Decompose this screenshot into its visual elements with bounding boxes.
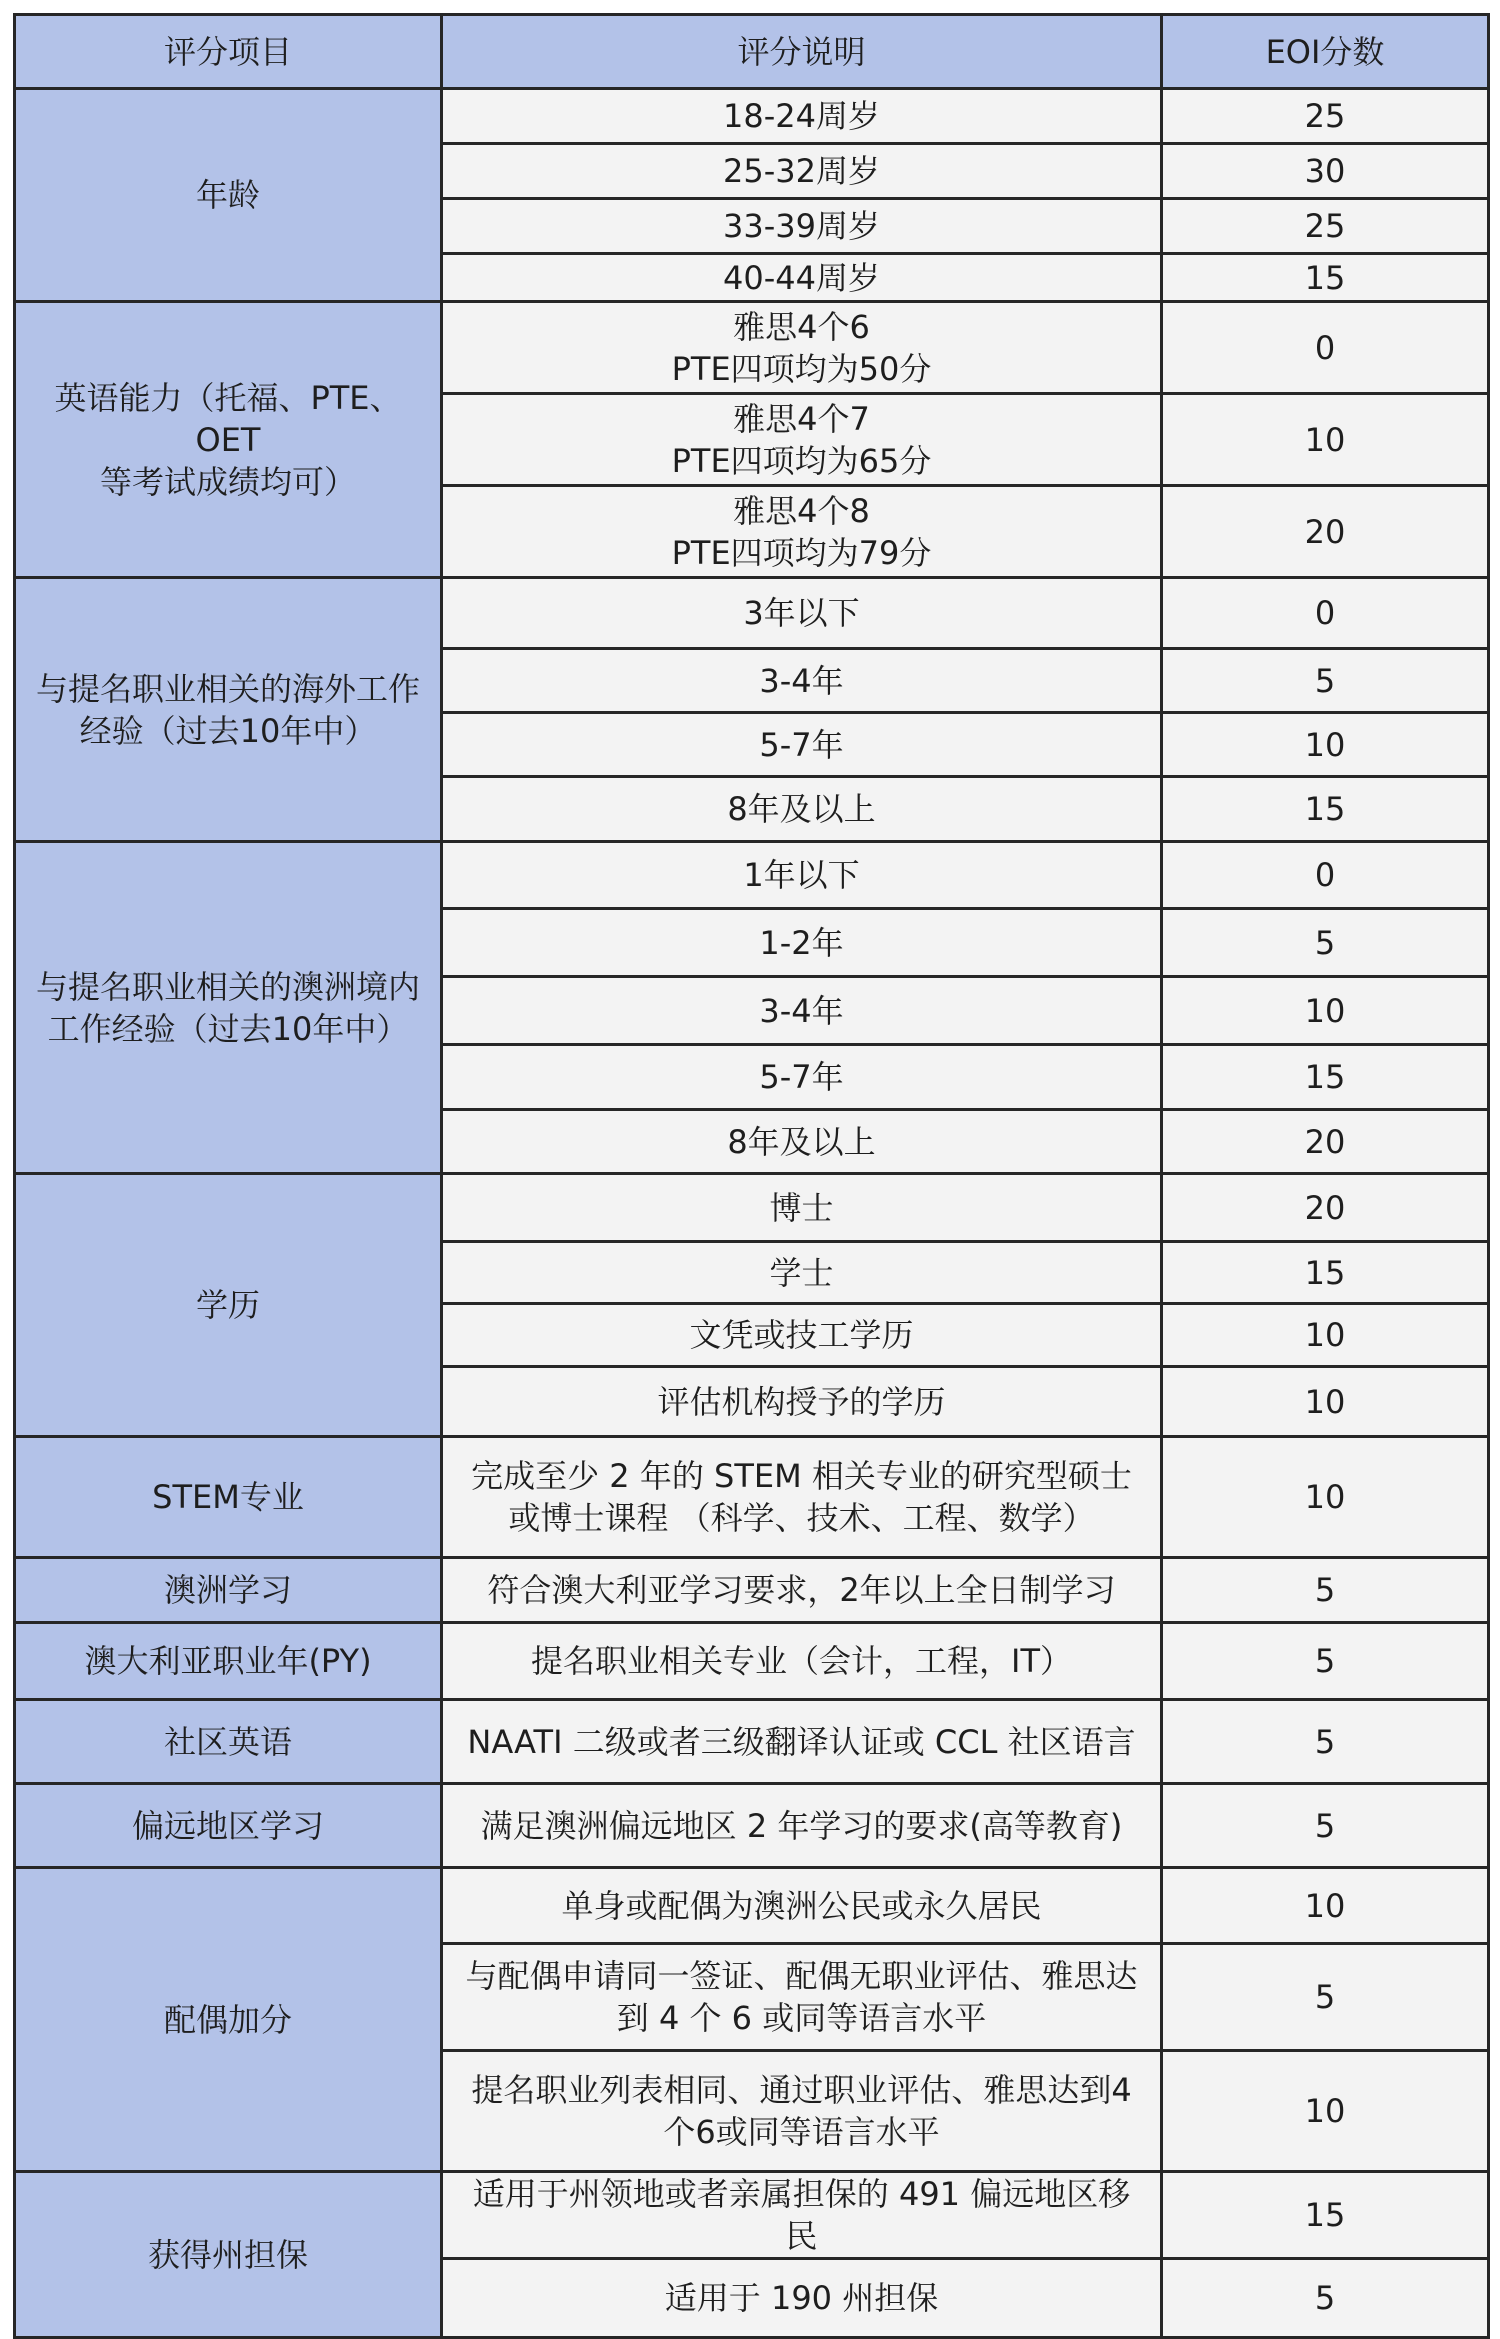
score-cell: 30 [1162,144,1489,199]
score-cell: 25 [1162,89,1489,144]
score-cell: 5 [1162,1623,1489,1700]
description-cell: 提名职业相关专业（会计，工程，IT） [442,1623,1162,1700]
description-cell: 33-39周岁 [442,199,1162,254]
score-cell: 5 [1162,909,1489,977]
description-cell: 单身或配偶为澳洲公民或永久居民 [442,1868,1162,1944]
description-cell: 3-4年 [442,649,1162,713]
table-row [15,1623,1489,1700]
description-cell: 雅思4个8 PTE四项均为79分 [442,486,1162,578]
header-item: 评分项目 [15,15,442,89]
description-cell: 评估机构授予的学历 [442,1367,1162,1437]
category-cell: 社区英语 [15,1700,442,1784]
description-cell: 8年及以上 [442,777,1162,842]
category-cell: 获得州担保 [15,2172,442,2338]
score-cell: 10 [1162,713,1489,777]
score-cell: 5 [1162,2259,1489,2338]
description-cell: 18-24周岁 [442,89,1162,144]
description-cell: 1-2年 [442,909,1162,977]
category-cell: 澳大利亚职业年(PY) [15,1623,442,1700]
description-cell: 学士 [442,1242,1162,1304]
score-cell: 10 [1162,394,1489,486]
table-row [15,842,1489,909]
description-cell: 3-4年 [442,977,1162,1045]
description-cell: 与配偶申请同一签证、配偶无职业评估、雅思达 到 4 个 6 或同等语言水平 [442,1944,1162,2051]
header-description: 评分说明 [442,15,1162,89]
score-cell: 20 [1162,486,1489,578]
description-cell: 符合澳大利亚学习要求，2年以上全日制学习 [442,1558,1162,1623]
table-row [15,1558,1489,1623]
category-cell: 学历 [15,1174,442,1437]
score-cell: 15 [1162,777,1489,842]
description-cell: 25-32周岁 [442,144,1162,199]
category-cell: 偏远地区学习 [15,1784,442,1868]
description-cell: 文凭或技工学历 [442,1304,1162,1367]
score-cell: 5 [1162,1558,1489,1623]
description-cell: 8年及以上 [442,1110,1162,1174]
description-cell: 5-7年 [442,1045,1162,1110]
table-row [15,89,1489,144]
table-row [15,2172,1489,2259]
score-cell: 15 [1162,1045,1489,1110]
score-cell: 15 [1162,2172,1489,2259]
header-eoi-score: EOI分数 [1162,15,1489,89]
table-row [15,1437,1489,1558]
category-cell: 与提名职业相关的海外工作 经验（过去10年中） [15,578,442,842]
category-cell: 与提名职业相关的澳洲境内 工作经验（过去10年中） [15,842,442,1174]
category-cell: 年龄 [15,89,442,302]
score-cell: 0 [1162,302,1489,394]
description-cell: 满足澳洲偏远地区 2 年学习的要求(高等教育) [442,1784,1162,1868]
category-cell: STEM专业 [15,1437,442,1558]
score-cell: 10 [1162,2051,1489,2172]
table-row [15,1868,1489,1944]
score-cell: 25 [1162,199,1489,254]
category-cell: 澳洲学习 [15,1558,442,1623]
score-cell: 10 [1162,1868,1489,1944]
score-cell: 20 [1162,1174,1489,1242]
score-cell: 10 [1162,1437,1489,1558]
score-cell: 5 [1162,649,1489,713]
description-cell: 博士 [442,1174,1162,1242]
table-row [15,302,1489,394]
score-cell: 10 [1162,1304,1489,1367]
score-cell: 15 [1162,254,1489,302]
description-cell: 雅思4个7 PTE四项均为65分 [442,394,1162,486]
score-cell: 0 [1162,578,1489,649]
category-cell: 配偶加分 [15,1868,442,2172]
header-row [15,15,1489,89]
description-cell: 1年以下 [442,842,1162,909]
score-cell: 15 [1162,1242,1489,1304]
description-cell: 雅思4个6 PTE四项均为50分 [442,302,1162,394]
category-cell: 英语能力（托福、PTE、OET 等考试成绩均可） [15,302,442,578]
description-cell: 提名职业列表相同、通过职业评估、雅思达到4 个6或同等语言水平 [442,2051,1162,2172]
description-cell: 完成至少 2 年的 STEM 相关专业的研究型硕士 或博士课程 （科学、技术、工程、数学） [442,1437,1162,1558]
score-cell: 10 [1162,977,1489,1045]
description-cell: 3年以下 [442,578,1162,649]
score-cell: 0 [1162,842,1489,909]
score-cell: 5 [1162,1944,1489,2051]
description-cell: 适用于 190 州担保 [442,2259,1162,2338]
table-row [15,1784,1489,1868]
description-cell: 适用于州领地或者亲属担保的 491 偏远地区移民 [442,2172,1162,2259]
score-cell: 5 [1162,1700,1489,1784]
eoi-points-table [13,13,1490,2339]
table-row [15,1174,1489,1242]
table-row [15,1700,1489,1784]
score-cell: 10 [1162,1367,1489,1437]
description-cell: 40-44周岁 [442,254,1162,302]
score-cell: 20 [1162,1110,1489,1174]
table-row [15,578,1489,649]
description-cell: 5-7年 [442,713,1162,777]
score-cell: 5 [1162,1784,1489,1868]
description-cell: NAATI 二级或者三级翻译认证或 CCL 社区语言 [442,1700,1162,1784]
